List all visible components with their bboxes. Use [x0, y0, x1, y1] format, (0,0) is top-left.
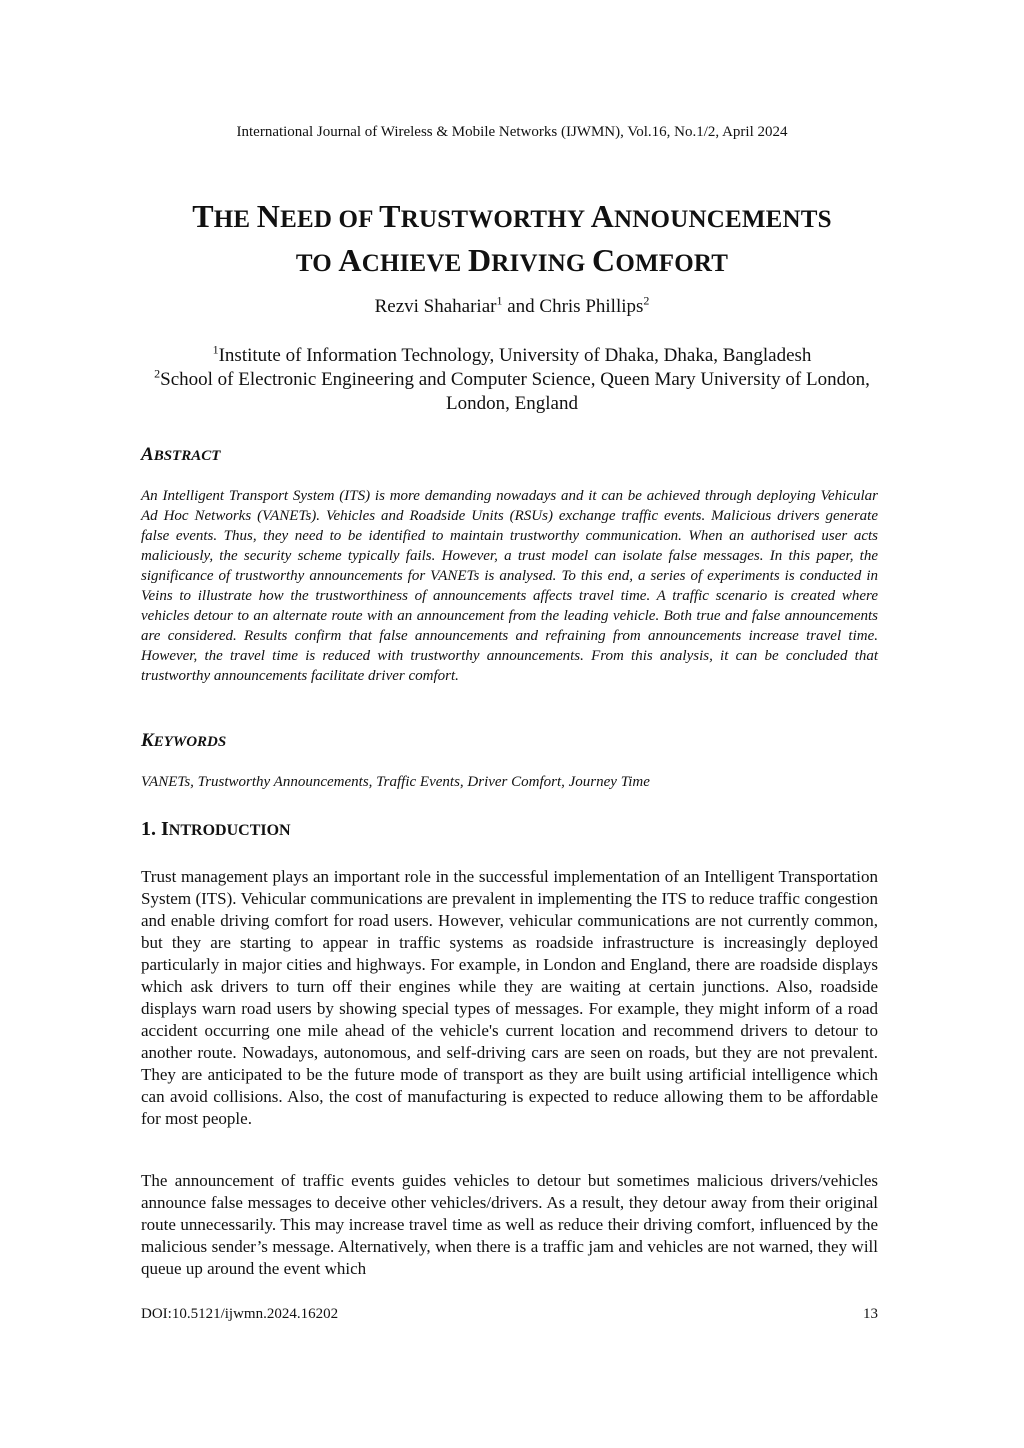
- introduction-paragraph-1: Trust management plays an important role in the successful implementation of an Intelligent Transportation System (ITS). Vehicular communications are prevalent in implementing the ITS to reduce traffic congestion and enable driving comfort for road users. However, vehicular communications are not currently common, but they are starting to appear in traffic systems as roadside infrastructure is increasingly deployed particularly in major cities and highways. For example, in London and England, there are roadside displays which ask drivers to turn off their engines while they are waiting at certain junctions. Also, roadside displays warn road users by showing special types of messages. For example, they might inform of a road accident occurring one mile ahead of the vehicle's current location and recommend drivers to detour to another route. Nowadays, autonomous, and self-driving cars are seen on roads, but they are not prevalent. They are anticipated to be the future mode of transport as they are built using artificial intelligence which can avoid collisions. Also, the cost of manufacturing is expected to reduce allowing them to be affordable for most people.: [141, 867, 878, 1128]
- affiliations: [130, 344, 894, 416]
- introduction-heading: 1. INTRODUCTION: [141, 818, 291, 840]
- title-line-2: TO ACHIEVE DRIVING COMFORT: [295, 242, 729, 278]
- footer-doi: DOI:10.5121/ijwmn.2024.16202: [141, 1306, 339, 1322]
- affiliation-2: $^2$School of Electronic Engineering and Computer Science, Queen Mary University of London, London, England: [154, 366, 870, 414]
- author-list: [0, 293, 1024, 318]
- author-conjunction: and: [502, 296, 540, 317]
- keywords-text: VANETs, Trustworthy Announcements, Traffic Events, Driver Comfort, Journey Time: [141, 774, 650, 790]
- abstract-text: An Intelligent Transport System (ITS) is more demanding nowadays and it can be achieved through deploying Vehicular Ad Hoc Networks (VANETs). Vehicles and Roadside Units (RSUs) exchange traffic events. Malicious drivers generate false events. Thus, they need to be identified to maintain trustworthy communication. When an authorised user acts maliciously, the security scheme typically fails. However, a trust model can isolate false messages. In this paper, the significance of trustworthy announcements for VANETs is analysed. To this end, a series of experiments is conducted in Veins to illustrate how the trustworthiness of announcements affects travel time. A traffic scenario is created where vehicles detour to an alternate route with an announcement from the leading vehicle. Both true and false announcements are considered. Results confirm that false announcements and refraining from announcements increase travel time. However, the travel time is reduced with trustworthy announcements. From this analysis, it can be concluded that trustworthy announcements facilitate driver comfort.: [141, 488, 878, 684]
- keywords-heading: KEYWORDS: [141, 730, 227, 751]
- page-number: 13: [863, 1306, 878, 1322]
- title-line-1: THE NEED OF TRUSTWORTHY ANNOUNCEMENTS: [192, 198, 832, 234]
- affiliation-1: $^1$Institute of Information Technology, University of Dhaka, Dhaka, Bangladesh: [212, 342, 812, 366]
- author-name: Chris Phillips: [539, 296, 644, 317]
- author-name: Rezvi Shahariar: [374, 296, 497, 317]
- introduction-paragraph-2: The announcement of traffic events guides vehicles to detour but sometimes malicious drivers/vehicles announce false messages to deceive other vehicles/drivers. As a result, they detour away from their original route unnecessarily. This may increase travel time as well as reduce their driving comfort, influenced by the malicious sender’s message. Alternatively, when there is a traffic jam and vehicles are not warned, they will queue up around the event which: [141, 1171, 878, 1278]
- author-affiliation-mark: 1: [496, 293, 503, 308]
- abstract-heading: ABSTRACT: [141, 444, 221, 465]
- running-header: International Journal of Wireless & Mobile Networks (IJWMN), Vol.16, No.1/2, April 2024: [236, 124, 788, 140]
- paper-title: [100, 196, 924, 284]
- author-affiliation-mark: 2: [643, 293, 650, 308]
